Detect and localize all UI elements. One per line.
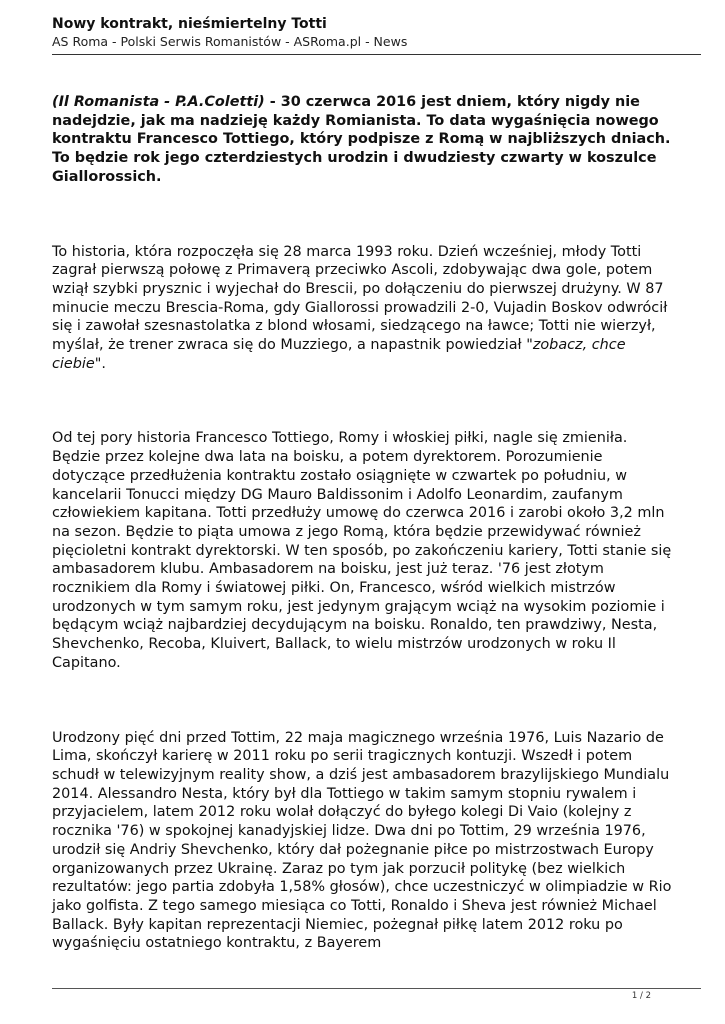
article-body bbox=[52, 93, 677, 1009]
lead-paragraph bbox=[52, 93, 677, 187]
lead-text: - 30 czerwca 2016 jest dniem, który nigdy nie nadejdzie, jak ma nadzieję każdy Romianista. To data wygaśnięcia nowego kontraktu Francesco Tottiego, który podpisze z Romą w najbliższych dniach. To będzie rok jego czterdziestych urodzin i dwudziesty czwarty w koszulce Giallorossich. bbox=[52, 94, 671, 185]
site-subtitle: AS Roma - Polski Serwis Romanistów - ASRoma.pl - News bbox=[52, 34, 408, 49]
paragraph-1-text: To historia, która rozpoczęła się 28 marca 1993 roku. Dzień wcześniej, młody Totti zagrał pierwszą połowę z Primaverą przeciwko Ascoli, zdobywając dwa gole, potem wziął szybki prysznic i wyjechał do Brescii, po dołączeniu do pierwszej drużyny. W 87 minucie meczu Brescia-Roma, gdy Giallorossi prowadzili 2-0, Vujadin Boskov odwrócił się i zawołał szesnastolatka z blond włosami, siedzącego na ławce; Totti nie wierzył, myślał, że trener zwraca się do Muzziego, a napastnik powiedział " bbox=[52, 243, 668, 354]
lead-source: (Il Romanista - P.A.Coletti) bbox=[52, 94, 265, 110]
paragraph-1-quote: zobacz, chce ciebie bbox=[52, 337, 626, 372]
paragraph-3: Urodzony pięć dni przed Tottim, 22 maja magicznego września 1976, Luis Nazario de Lima, skończył karierę w 2011 roku po serii tragicznych kontuzji. Wszedł i potem schudł w telewizyjnym reality show, a dziś jest ambasadorem brazylijskiego Mundialu 2014. Alessandro Nesta, który był dla Tottiego w takim samym stopniu rywalem i przyjacielem, latem 2012 roku wolał dołączyć do byłego kolegi Di Vaio (kolejny z rocznika '76) w spokojnej kanadyjskiej lidze. Dwa dni po Tottim, 29 września 1976, urodził się Andriy Shevchenko, który dał pożegnanie piłce po mistrzostwach Europy organizowanych przez Ukrainę. Zaraz po tym jak porzucił politykę (bez wielkich rezultatów: jego partia zdobyła 1,58% głosów), chce uczestniczyć w olimpiadzie w Rio jako golfista. Z tego samego miesiąca co Totti, Ronaldo i Sheva jest również Michael Ballack. Były kapitan reprezentacji Niemiec, pożegnał piłkę latem 2012 roku po wygaśnięciu ostatniego kontraktu, z Bayerem bbox=[52, 729, 672, 952]
page-number: 1 / 2 bbox=[631, 991, 651, 1001]
document-header bbox=[52, 16, 701, 50]
article-title: Nowy kontrakt, nieśmiertelny Totti bbox=[52, 16, 327, 32]
paragraph-1-end: ". bbox=[94, 355, 106, 372]
header-divider bbox=[52, 54, 701, 55]
paragraph-1 bbox=[52, 243, 677, 374]
footer-divider bbox=[52, 988, 701, 989]
paragraph-2: Od tej pory historia Francesco Tottiego, Romy i włoskiej piłki, nagle się zmieniła. Będzie przez kolejne dwa lata na boisku, a potem dyrektorem. Porozumienie dotyczące przedłużenia kontraktu zostało osiągnięte w czwartek po południu, w kancelarii Tonucci między DG Mauro Baldissonim i Adolfo Leonardim, zaufanym człowiekiem kapitana. Totti przedłuży umowę do czerwca 2016 i zarobi około 3,2 mln na sezon. Będzie to piąta umowa z jego Romą, która będzie przewidywać również pięcioletni kontrakt dyrektorski. W ten sposób, po zakończeniu kariery, Totti stanie się ambasadorem klubu. Ambasadorem na boisku, jest już teraz. '76 jest złotym rocznikiem dla Romy i światowej piłki. On, Francesco, wśród wielkich mistrzów urodzonych w tym samym roku, jest jedynym grającym wciąż na wysokim poziomie i będącym wciąż najbardziej decydującym na boisku. Ronaldo, ten prawdziwy, Nesta, Shevchenko, Recoba, Kluivert, Ballack, to wielu mistrzów urodzonych w roku Il Capitano. bbox=[52, 430, 672, 671]
